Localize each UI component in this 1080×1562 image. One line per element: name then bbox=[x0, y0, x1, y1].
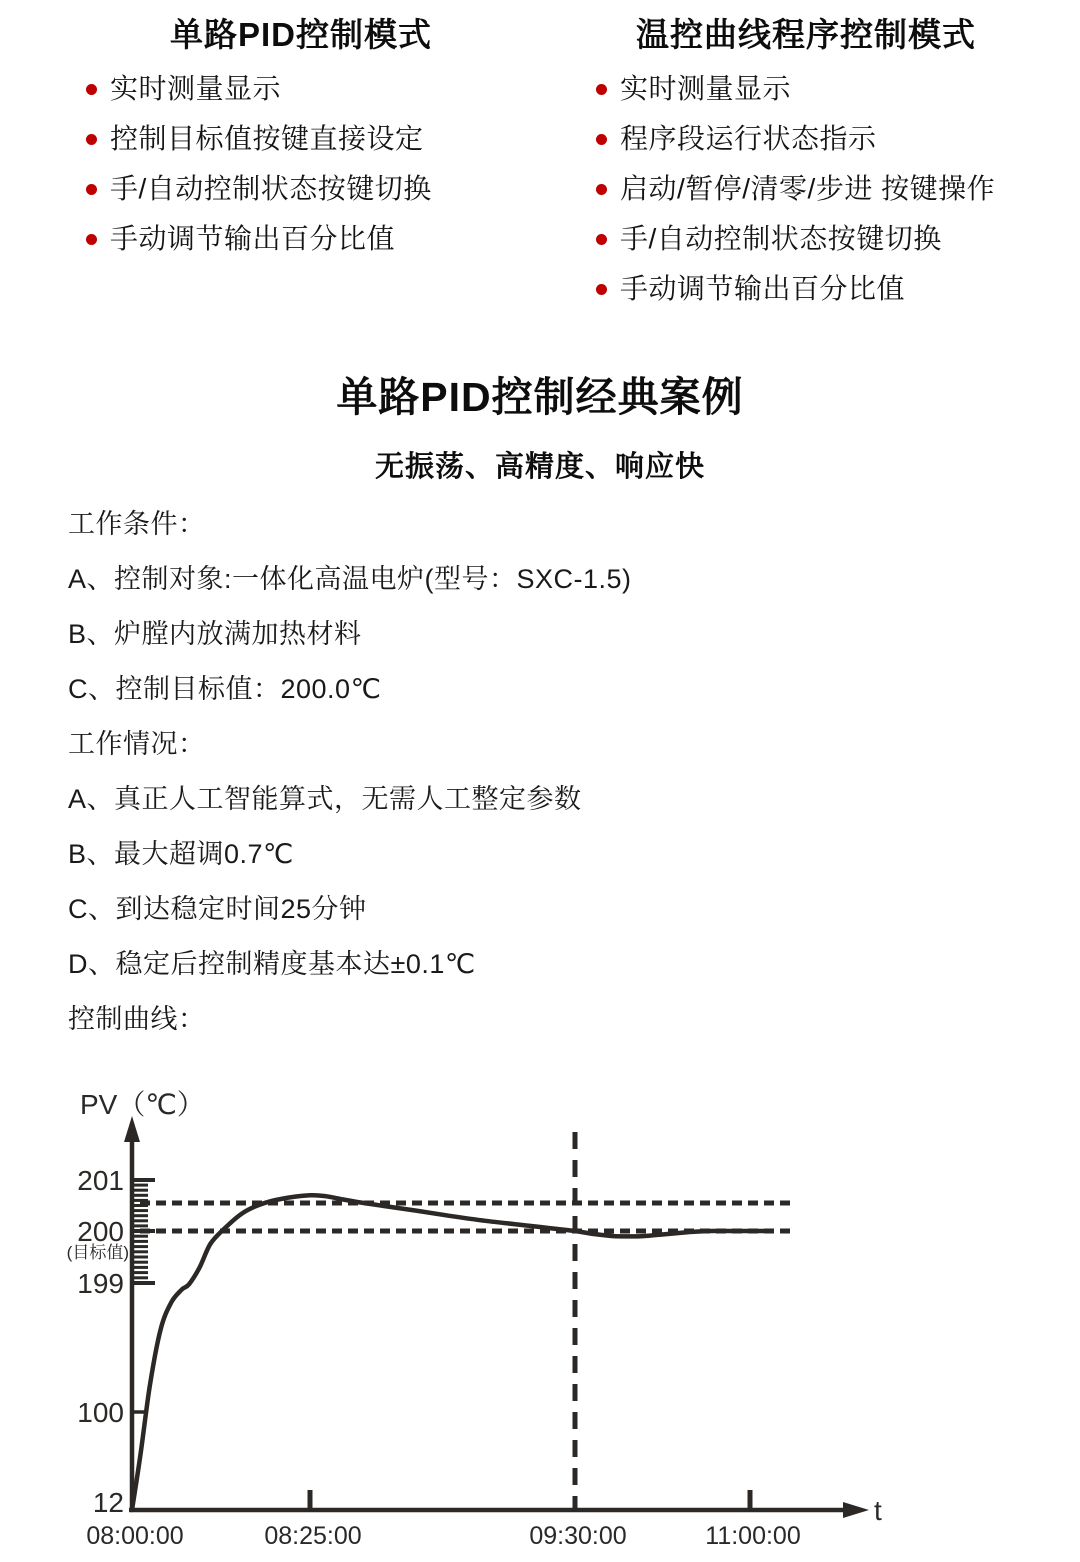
x-tick-label: 08:25:00 bbox=[264, 1522, 362, 1550]
y-axis-title: PV（℃） bbox=[80, 1089, 205, 1120]
feature-item bbox=[86, 214, 540, 264]
paragraph: A、真正人工智能算式，无需人工整定参数 bbox=[68, 784, 582, 814]
feature-item-label: 实时测量显示 bbox=[110, 73, 282, 104]
bullet-dot-icon bbox=[86, 234, 97, 245]
x-axis-title: t bbox=[874, 1495, 882, 1526]
y-tick-label: 100 bbox=[77, 1397, 124, 1428]
bullet-dot-icon bbox=[596, 84, 607, 95]
feature-item-label: 手/自动控制状态按键切换 bbox=[110, 173, 432, 204]
x-tick-label: 08:00:00 bbox=[86, 1522, 184, 1550]
y-tick-label: 200 bbox=[77, 1216, 124, 1247]
feature-item-label: 手动调节输出百分比值 bbox=[620, 273, 906, 304]
feature-item bbox=[596, 114, 1040, 164]
feature-item bbox=[596, 214, 1040, 264]
case-subtitle: 无振荡、高精度、响应快 bbox=[374, 451, 705, 483]
paragraph-work-conditions: 工作条件： bbox=[68, 509, 206, 539]
paragraph: A、控制对象:一体化高温电炉(型号：SXC-1.5) bbox=[68, 564, 632, 594]
feature-item-label: 手/自动控制状态按键切换 bbox=[620, 223, 942, 254]
bullet-dot-icon bbox=[596, 134, 607, 145]
x-tick-label: 11:00:00 bbox=[705, 1522, 801, 1550]
x-axis-arrow-icon bbox=[843, 1502, 869, 1518]
pv-curve bbox=[132, 1195, 769, 1510]
feature-item bbox=[86, 164, 540, 214]
feature-item-label: 启动/暂停/清零/步进 按键操作 bbox=[620, 173, 996, 204]
paragraph: C、到达稳定时间25分钟 bbox=[68, 894, 367, 924]
paragraph-control-curve: 控制曲线： bbox=[68, 1004, 206, 1034]
feature-item bbox=[86, 64, 540, 114]
case-paragraphs bbox=[68, 497, 1028, 1047]
bullet-dot-icon bbox=[596, 284, 607, 295]
bullet-dot-icon bbox=[596, 184, 607, 195]
target-value-sublabel: (目标值) bbox=[66, 1243, 129, 1262]
x-tick-label: 09:30:00 bbox=[529, 1522, 627, 1550]
bullet-dot-icon bbox=[86, 134, 97, 145]
y-tick-label: 199 bbox=[77, 1268, 124, 1299]
feature-column-program-mode bbox=[572, 12, 1040, 314]
feature-item-label: 实时测量显示 bbox=[620, 73, 792, 104]
feature-item bbox=[596, 164, 1040, 214]
feature-item bbox=[596, 264, 1040, 314]
column-title: 温控曲线程序控制模式 bbox=[636, 16, 976, 53]
feature-list bbox=[62, 64, 540, 264]
feature-item-label: 控制目标值按键直接设定 bbox=[110, 123, 424, 154]
y-tick-label: 12 bbox=[92, 1487, 124, 1518]
paragraph: D、稳定后控制精度基本达±0.1℃ bbox=[68, 949, 476, 979]
feature-item-label: 手动调节输出百分比值 bbox=[110, 223, 396, 254]
paragraph-work-status: 工作情况： bbox=[68, 729, 206, 759]
paragraph: B、炉膛内放满加热材料 bbox=[68, 619, 362, 649]
bullet-dot-icon bbox=[86, 84, 97, 95]
case-title: 单路PID控制经典案例 bbox=[336, 374, 744, 420]
feature-list bbox=[572, 64, 1040, 314]
feature-column-pid-mode bbox=[62, 12, 540, 264]
bullet-dot-icon bbox=[596, 234, 607, 245]
paragraph: C、控制目标值：200.0℃ bbox=[68, 674, 382, 704]
column-title: 单路PID控制模式 bbox=[169, 16, 432, 53]
feature-item-label: 程序段运行状态指示 bbox=[620, 123, 877, 154]
bullet-dot-icon bbox=[86, 184, 97, 195]
paragraph: B、最大超调0.7℃ bbox=[68, 839, 294, 869]
feature-item bbox=[596, 64, 1040, 114]
y-tick-label: 201 bbox=[77, 1165, 124, 1196]
pid-control-chart bbox=[0, 1062, 1080, 1562]
feature-item bbox=[86, 114, 540, 164]
